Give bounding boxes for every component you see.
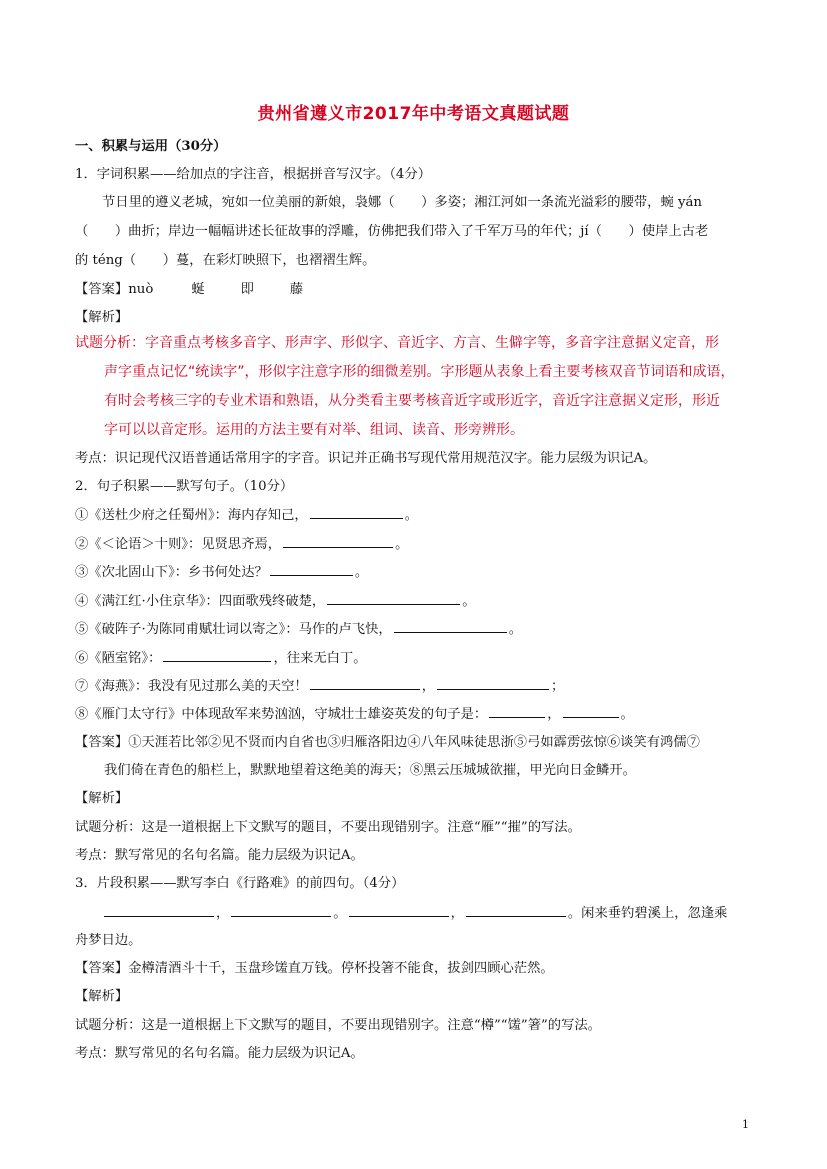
q2-answer-line-1: 【答案】①天涯若比邻②见不贤而内自省也③归雁洛阳边④八年风味徒思浙⑤弓如霹雳弦惊⑥谈笑有鸿儒⑦ bbox=[75, 735, 700, 750]
answer-label: 【答案】 bbox=[75, 735, 129, 750]
q1-analysis-line-1: 试题分析：字音重点考核多音字、形声字、形似字、音近字、方言、生僻字等，多音字注意据义定音，形 bbox=[75, 335, 719, 351]
q1-analysis-line-2: 声字重点记忆“统读字”，形似字注意字形的细微差别。字形题从表象上看主要考核双音节词语和成语， bbox=[104, 364, 735, 380]
answer-blank[interactable] bbox=[349, 903, 449, 917]
answer-blank[interactable] bbox=[163, 648, 271, 662]
q2-analysis: 试题分析：这是一道根据上下文默写的题目，不要出现错别字。注意“雁”“摧”的写法。 bbox=[75, 820, 581, 835]
q2-stem: 2．句子积累——默写句子。（10分） bbox=[75, 479, 294, 494]
page-number: 1 bbox=[742, 1118, 749, 1131]
q1-analysis-label: 【解析】 bbox=[75, 310, 129, 325]
answer-blank[interactable] bbox=[270, 562, 353, 576]
answer-blank[interactable] bbox=[231, 903, 331, 917]
answer-item: nuò bbox=[128, 282, 154, 297]
q3-blanks-line: ， 。 ， 。闲来垂钓碧溪上，忽逢乘 bbox=[102, 903, 782, 924]
answer-blank[interactable] bbox=[104, 903, 214, 917]
page-title: 贵州省遵义市2017年中考语文真题试题 bbox=[257, 104, 570, 124]
q2-item-1: ①《送杜少府之任蜀州》：海内存知己， 。 bbox=[75, 505, 755, 526]
q2-item-4: ④《满江红·小住京华》：四面歌残终破楚， 。 bbox=[75, 591, 755, 612]
answer-blank[interactable] bbox=[327, 591, 460, 605]
q2-item-5: ⑤《破阵子·为陈同甫赋壮词以寄之》：马作的卢飞快， 。 bbox=[75, 619, 755, 640]
q3-answer: 【答案】金樽清酒斗十千，玉盘珍馐直万钱。停杯投箸不能食，拔剑四顾心茫然。 bbox=[75, 961, 554, 976]
q1-analysis-line-3: 有时会考核三字的专业术语和熟语，从分类看主要考核音近字或形近字，音近字注意据义定形，形近 bbox=[104, 393, 720, 409]
answer-blank[interactable] bbox=[563, 704, 619, 718]
q2-analysis-label: 【解析】 bbox=[75, 791, 129, 806]
q2-item-7: ⑦《海燕》：我没有见过那么美的天空！ ， ； bbox=[75, 676, 755, 697]
q1-analysis-line-4: 字可以以音定形。运用的方法主要有对举、组词、读音、形旁辨形。 bbox=[104, 422, 524, 438]
answer-item: 即 bbox=[240, 282, 254, 297]
q3-analysis-label: 【解析】 bbox=[75, 989, 129, 1004]
q1-passage-line-2: （ ）曲折；岸边一幅幅讲述长征故事的浮雕，仿佛把我们带入了千军万马的年代；jí（ ）使岸上古老 bbox=[75, 224, 709, 239]
answer-blank[interactable] bbox=[310, 505, 403, 519]
answer-item: 藤 bbox=[289, 282, 304, 297]
q3-analysis: 试题分析：这是一道根据上下文默写的题目，不要出现错别字。注意“樽”“馐”箸”的写法。 bbox=[75, 1018, 601, 1033]
answer-blank[interactable] bbox=[394, 619, 507, 633]
q2-answer-line-2: 我们倚在青色的船栏上，默默地望着这绝美的海天；⑧黑云压城城欲摧，甲光向日金鳞开。 bbox=[104, 763, 636, 778]
answer-label: 【答案】 bbox=[75, 961, 129, 976]
q1-passage-line-1: 节日里的遵义老城，宛如一位美丽的新娘，袅娜（ ）多姿；湘江河如一条流光溢彩的腰带，蜿 yán bbox=[102, 195, 702, 210]
answer-blank[interactable] bbox=[437, 676, 549, 690]
q2-item-2: ②《＜论语＞十则》：见贤思齐焉， 。 bbox=[75, 534, 755, 555]
q1-point: 考点：识记现代汉语普通话常用字的字音。识记并正确书写现代常用规范汉字。能力层级为识记A。 bbox=[75, 451, 657, 466]
q3-line-2: 舟梦日边。 bbox=[75, 933, 142, 948]
answer-label: 【答案】 bbox=[75, 282, 129, 297]
answer-blank[interactable] bbox=[489, 704, 545, 718]
answer-blank[interactable] bbox=[283, 534, 393, 548]
q3-stem: 3．片段积累——默写李白《行路难》的前四句。（4分） bbox=[75, 876, 405, 891]
answer-item: 蜒 bbox=[191, 282, 205, 297]
q1-stem: 1．字词积累——给加点的字注音，根据拼音写汉字。（4分） bbox=[75, 167, 431, 182]
q2-point: 考点：默写常见的名句名篇。能力层级为识记A。 bbox=[75, 848, 364, 863]
q2-item-8: ⑧《雁门太守行》中体现敌军来势汹汹，守城壮士雄姿英发的句子是： ， 。 bbox=[75, 704, 755, 725]
q1-answer bbox=[75, 280, 755, 300]
q3-point: 考点：默写常见的名句名篇。能力层级为识记A。 bbox=[75, 1046, 364, 1061]
q2-item-6: ⑥《陋室铭》： ，往来无白丁。 bbox=[75, 648, 755, 669]
q1-passage-line-3: 的 téng（ ）蔓，在彩灯映照下，也褶褶生辉。 bbox=[75, 253, 376, 268]
section-heading: 一、积累与运用（30分） bbox=[75, 139, 227, 154]
q2-item-3: ③《次北固山下》：乡书何处达？ 。 bbox=[75, 562, 755, 583]
answer-blank[interactable] bbox=[466, 903, 566, 917]
answer-blank[interactable] bbox=[310, 676, 420, 690]
